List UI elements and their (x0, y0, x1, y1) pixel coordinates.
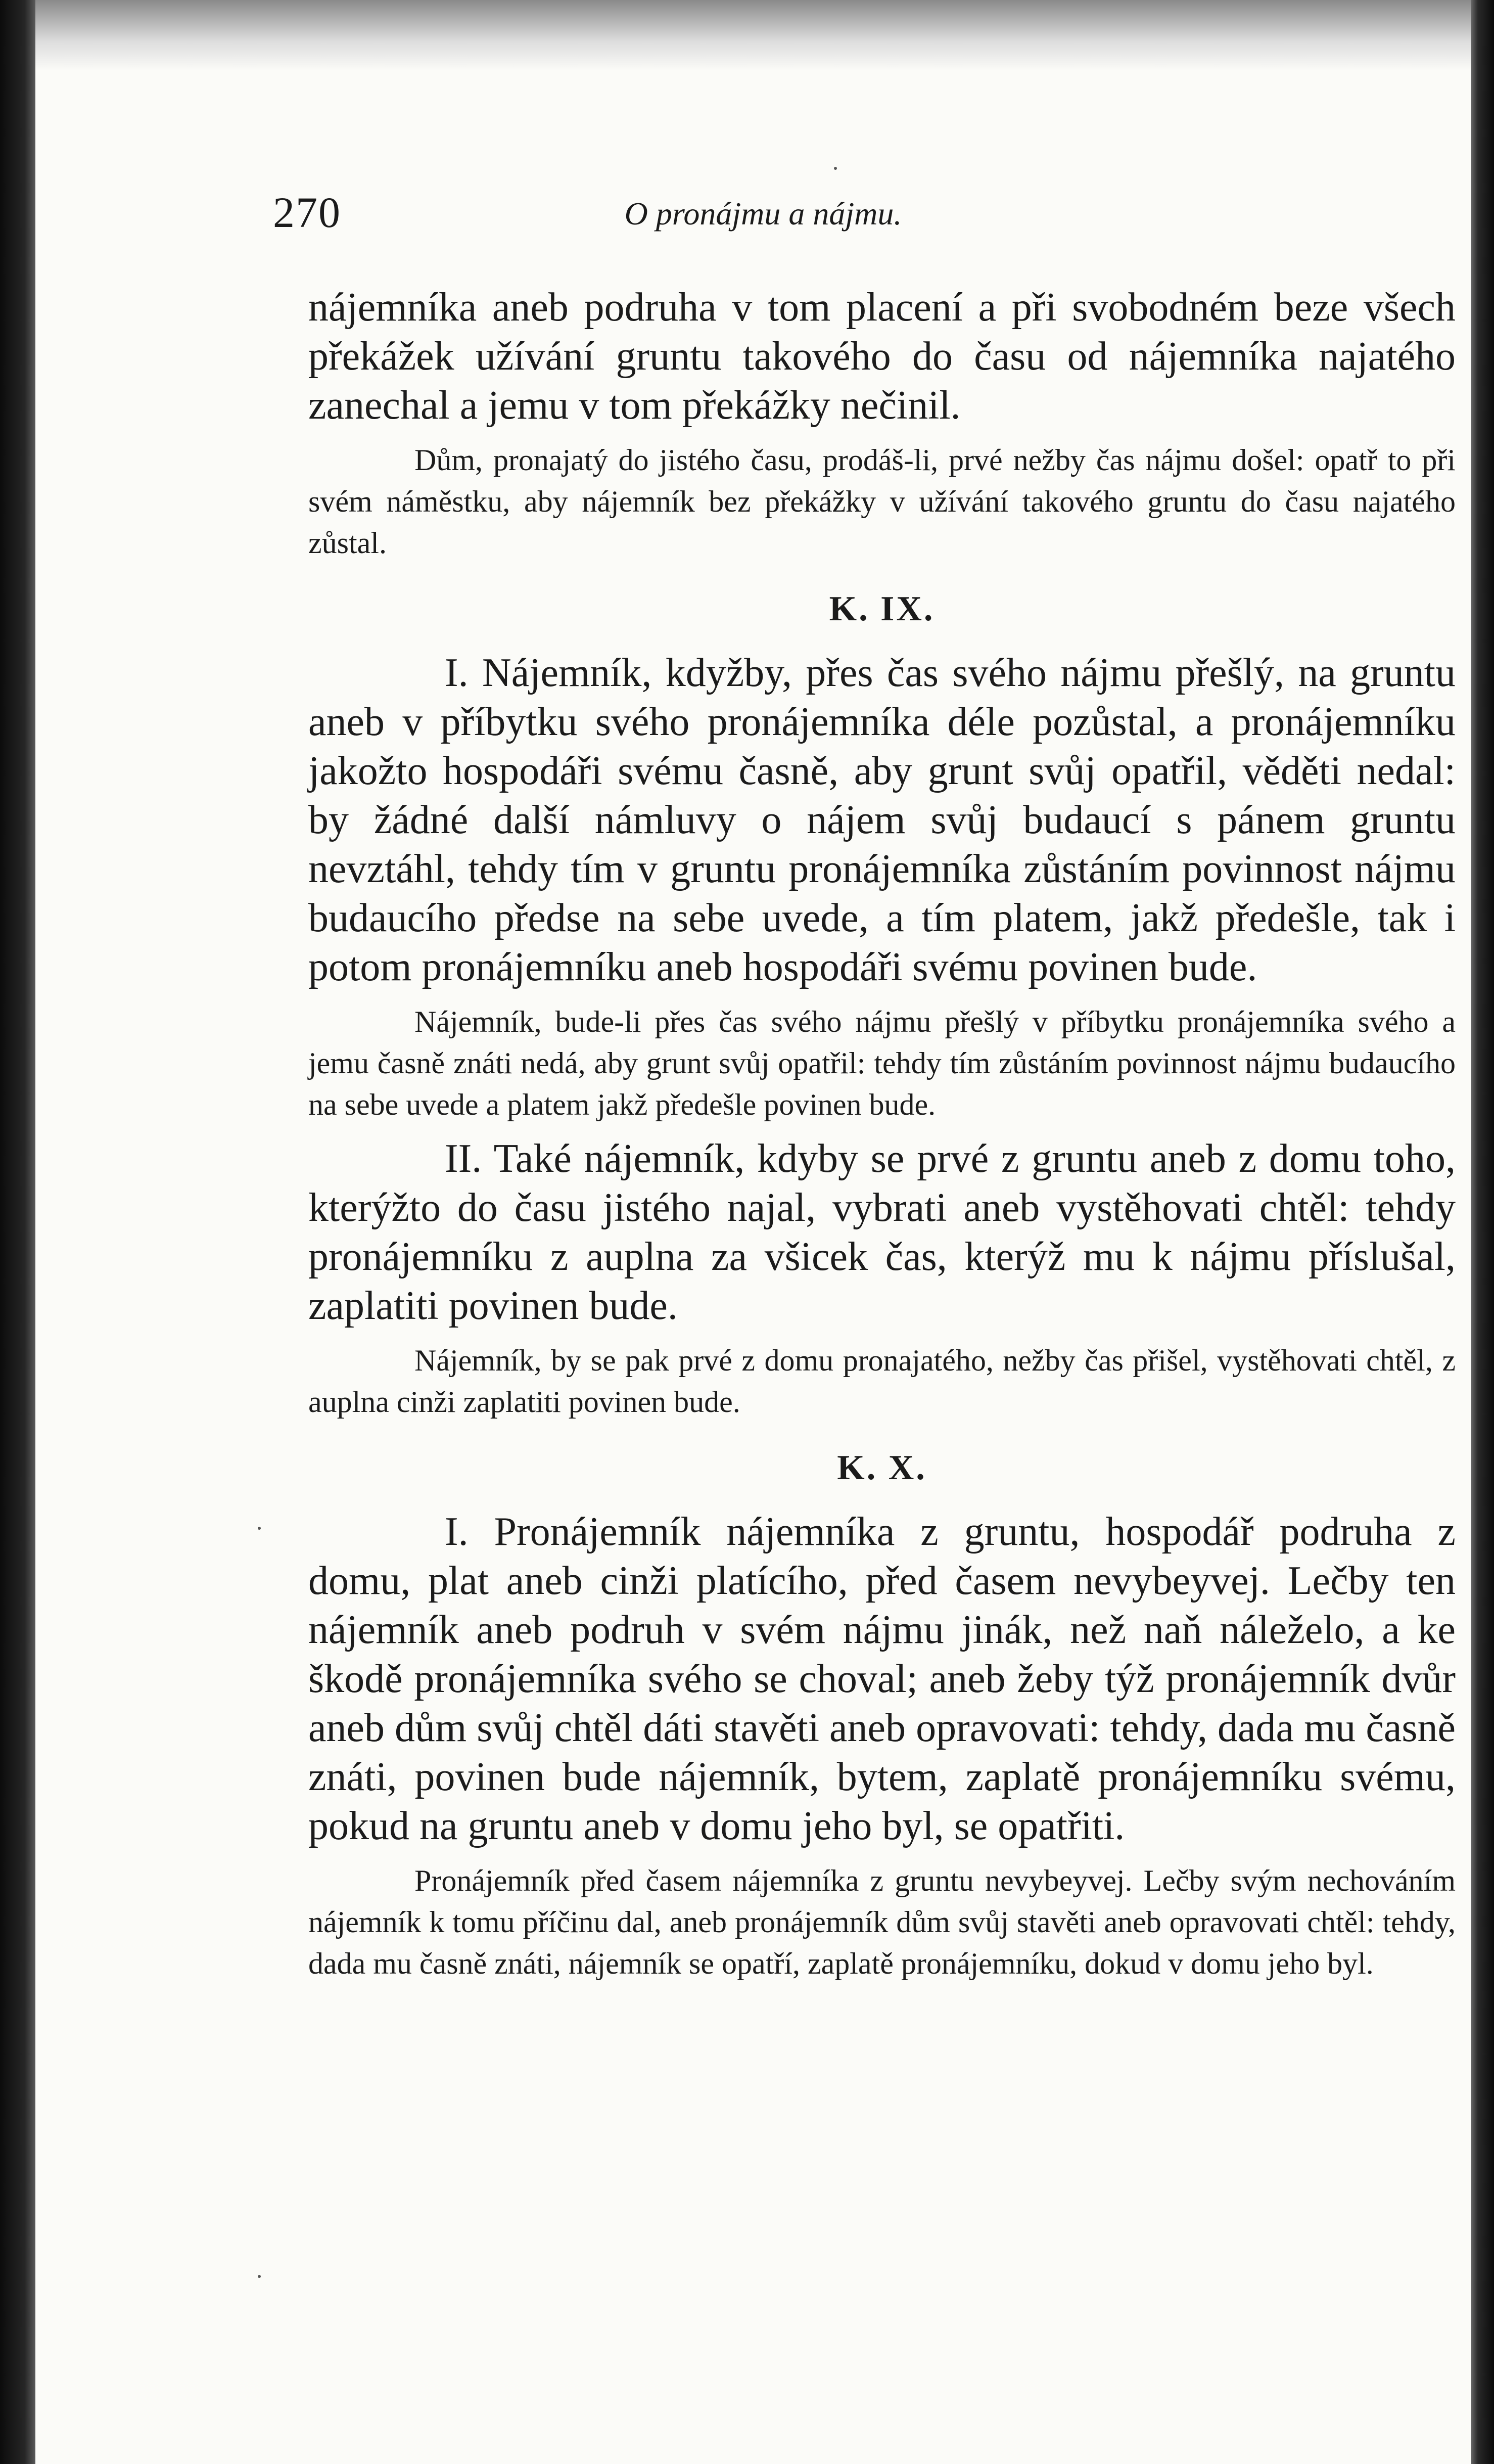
note-ix-1: Nájemník, bude-li přes čas svého nájmu přešlý v příbytku pronájemníka svého a jemu časně znáti nedá, aby grunt svůj opatřil: tehdy tím zůstáním povinnost nájmu budaucího na sebe uvede a platem jakž předešle povinen bude. (308, 1005, 1456, 1121)
section-heading-ix: K. IX. (829, 589, 935, 628)
note-ix-2: Nájemník, by se pak prvé z domu pronajatého, nežby čas přišel, vystěhovati chtěl, z auplna cinži zaplatiti povinen bude. (308, 1344, 1456, 1419)
paper-speck (834, 167, 837, 170)
paragraph-x-1: I. Pronájemník nájemníka z gruntu, hospodář podruha z domu, plat aneb cinži platícího, před časem nevybeyvej. Lečby ten nájemník aneb podruh v svém nájmu jinák, než naň náleželo, a ke škodě pronájemníka svého se choval; aneb žeby týž pronájemník dvůr aneb dům svůj chtěl dáti stavěti aneb opravovati: tehdy, dada mu časně znáti, povinen bude nájemník, bytem, zaplatě pronájemníku svému, pokud na gruntu aneb v domu jeho byl, se opatřiti. (308, 1510, 1456, 1848)
running-title: O pronájmu a nájmu. (624, 196, 902, 232)
page-number: 270 (273, 188, 341, 237)
paragraph-ix-1: I. Nájemník, kdyžby, přes čas svého nájmu přešlý, na gruntu aneb v příbytku svého pronájemníka déle pozůstal, a pronájemníku jakožto hospodáři svému časně, aby grunt svůj opatřil, věděti nedal: by žádné další námluvy o nájem svůj budaucí s pánem gruntu nevztáhl, tehdy tím v gruntu pronájemníka zůstáním povinnost nájmu budaucího předse na sebe uvede, a tím platem, jakž předešle, tak i potom pronájemníku aneb hospodáři svému povinen bude. (308, 651, 1456, 989)
page-sheet (35, 0, 1471, 2464)
paper-speck (258, 1527, 261, 1530)
paper-speck (258, 2275, 261, 2278)
page-header (273, 187, 1051, 243)
scan-border-left (0, 0, 35, 2464)
page-body (308, 283, 1456, 1984)
paragraph-intro: nájemníka aneb podruha v tom placení a při svobodném beze všech překážek užívání gruntu takového do času od nájemníka najatého zanechal a jemu v tom překážky nečinil. (308, 285, 1456, 428)
paragraph-ix-2: II. Také nájemník, kdyby se prvé z gruntu aneb z domu toho, kterýžto do času jistého najal, vybrati aneb vystěhovati chtěl: tehdy pronájemníku z auplna za všicek čas, kterýž mu k nájmu příslušal, zaplatiti povinen bude. (308, 1136, 1456, 1328)
scan-border-right (1471, 0, 1494, 2464)
section-heading-x: K. X. (837, 1448, 927, 1487)
note-intro: Dům, pronajatý do jistého času, prodáš-li, prvé nežby čas nájmu došel: opatř to při svém náměstku, aby nájemník bez překážky v užívání takového gruntu do času najatého zůstal. (308, 443, 1456, 560)
note-x-1: Pronájemník před časem nájemníka z gruntu nevybeyvej. Lečby svým nechováním nájemník k tomu příčinu dal, aneb pronájemník dům svůj stavěti aneb opravovati chtěl: tehdy, dada mu časně znáti, nájemník se opatří, zaplatě pronájemníku, dokud v domu jeho byl. (308, 1864, 1456, 1980)
